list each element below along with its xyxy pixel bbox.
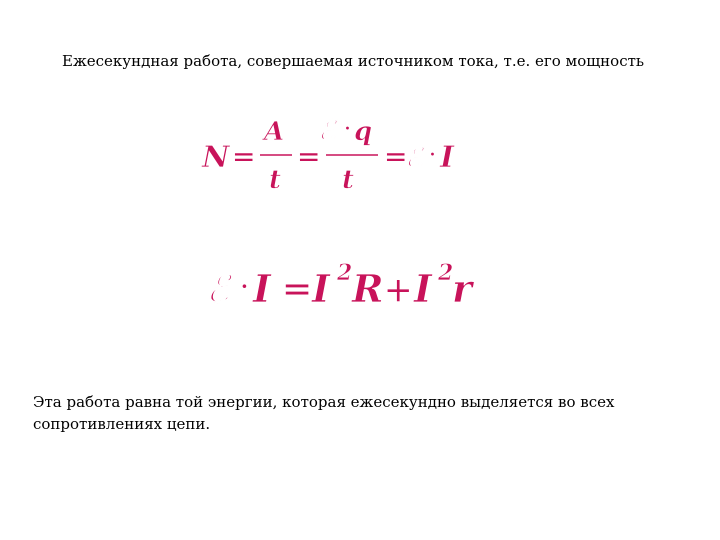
emf-symbol: ℰ <box>318 114 335 147</box>
symbol-I: I <box>440 140 455 175</box>
exponent-2: 2 <box>337 260 353 286</box>
dot-operator: · <box>344 117 351 142</box>
equals-sign: = <box>384 140 408 173</box>
symbol-q: q <box>354 117 373 147</box>
symbol-r: r <box>452 266 473 311</box>
equals-sign: = <box>232 140 256 173</box>
symbol-R: R <box>352 266 384 311</box>
dot-operator: · <box>240 270 249 303</box>
exponent-2: 2 <box>438 260 454 286</box>
symbol-t: t <box>342 165 355 195</box>
emf-symbol: ℰ <box>405 141 422 174</box>
plus-sign: + <box>384 270 413 310</box>
symbol-I: I <box>414 266 432 311</box>
symbol-I: I <box>253 266 271 311</box>
symbol-A: A <box>264 117 285 147</box>
outro-text: Эта работа равна той энергии, которая ежесекундно выделяется во всех сопротивлениях цепи. <box>33 393 615 433</box>
emf-symbol: ℰ <box>206 266 230 311</box>
equals-sign: = <box>282 269 313 310</box>
symbol-N: N <box>202 140 230 175</box>
equals-sign: = <box>297 140 321 173</box>
symbol-t: t <box>269 165 282 195</box>
symbol-I: I <box>312 266 330 311</box>
dot-operator: · <box>429 143 436 168</box>
intro-text: Ежесекундная работа, совершаемая источником тока, т.е. его мощность <box>62 52 645 70</box>
